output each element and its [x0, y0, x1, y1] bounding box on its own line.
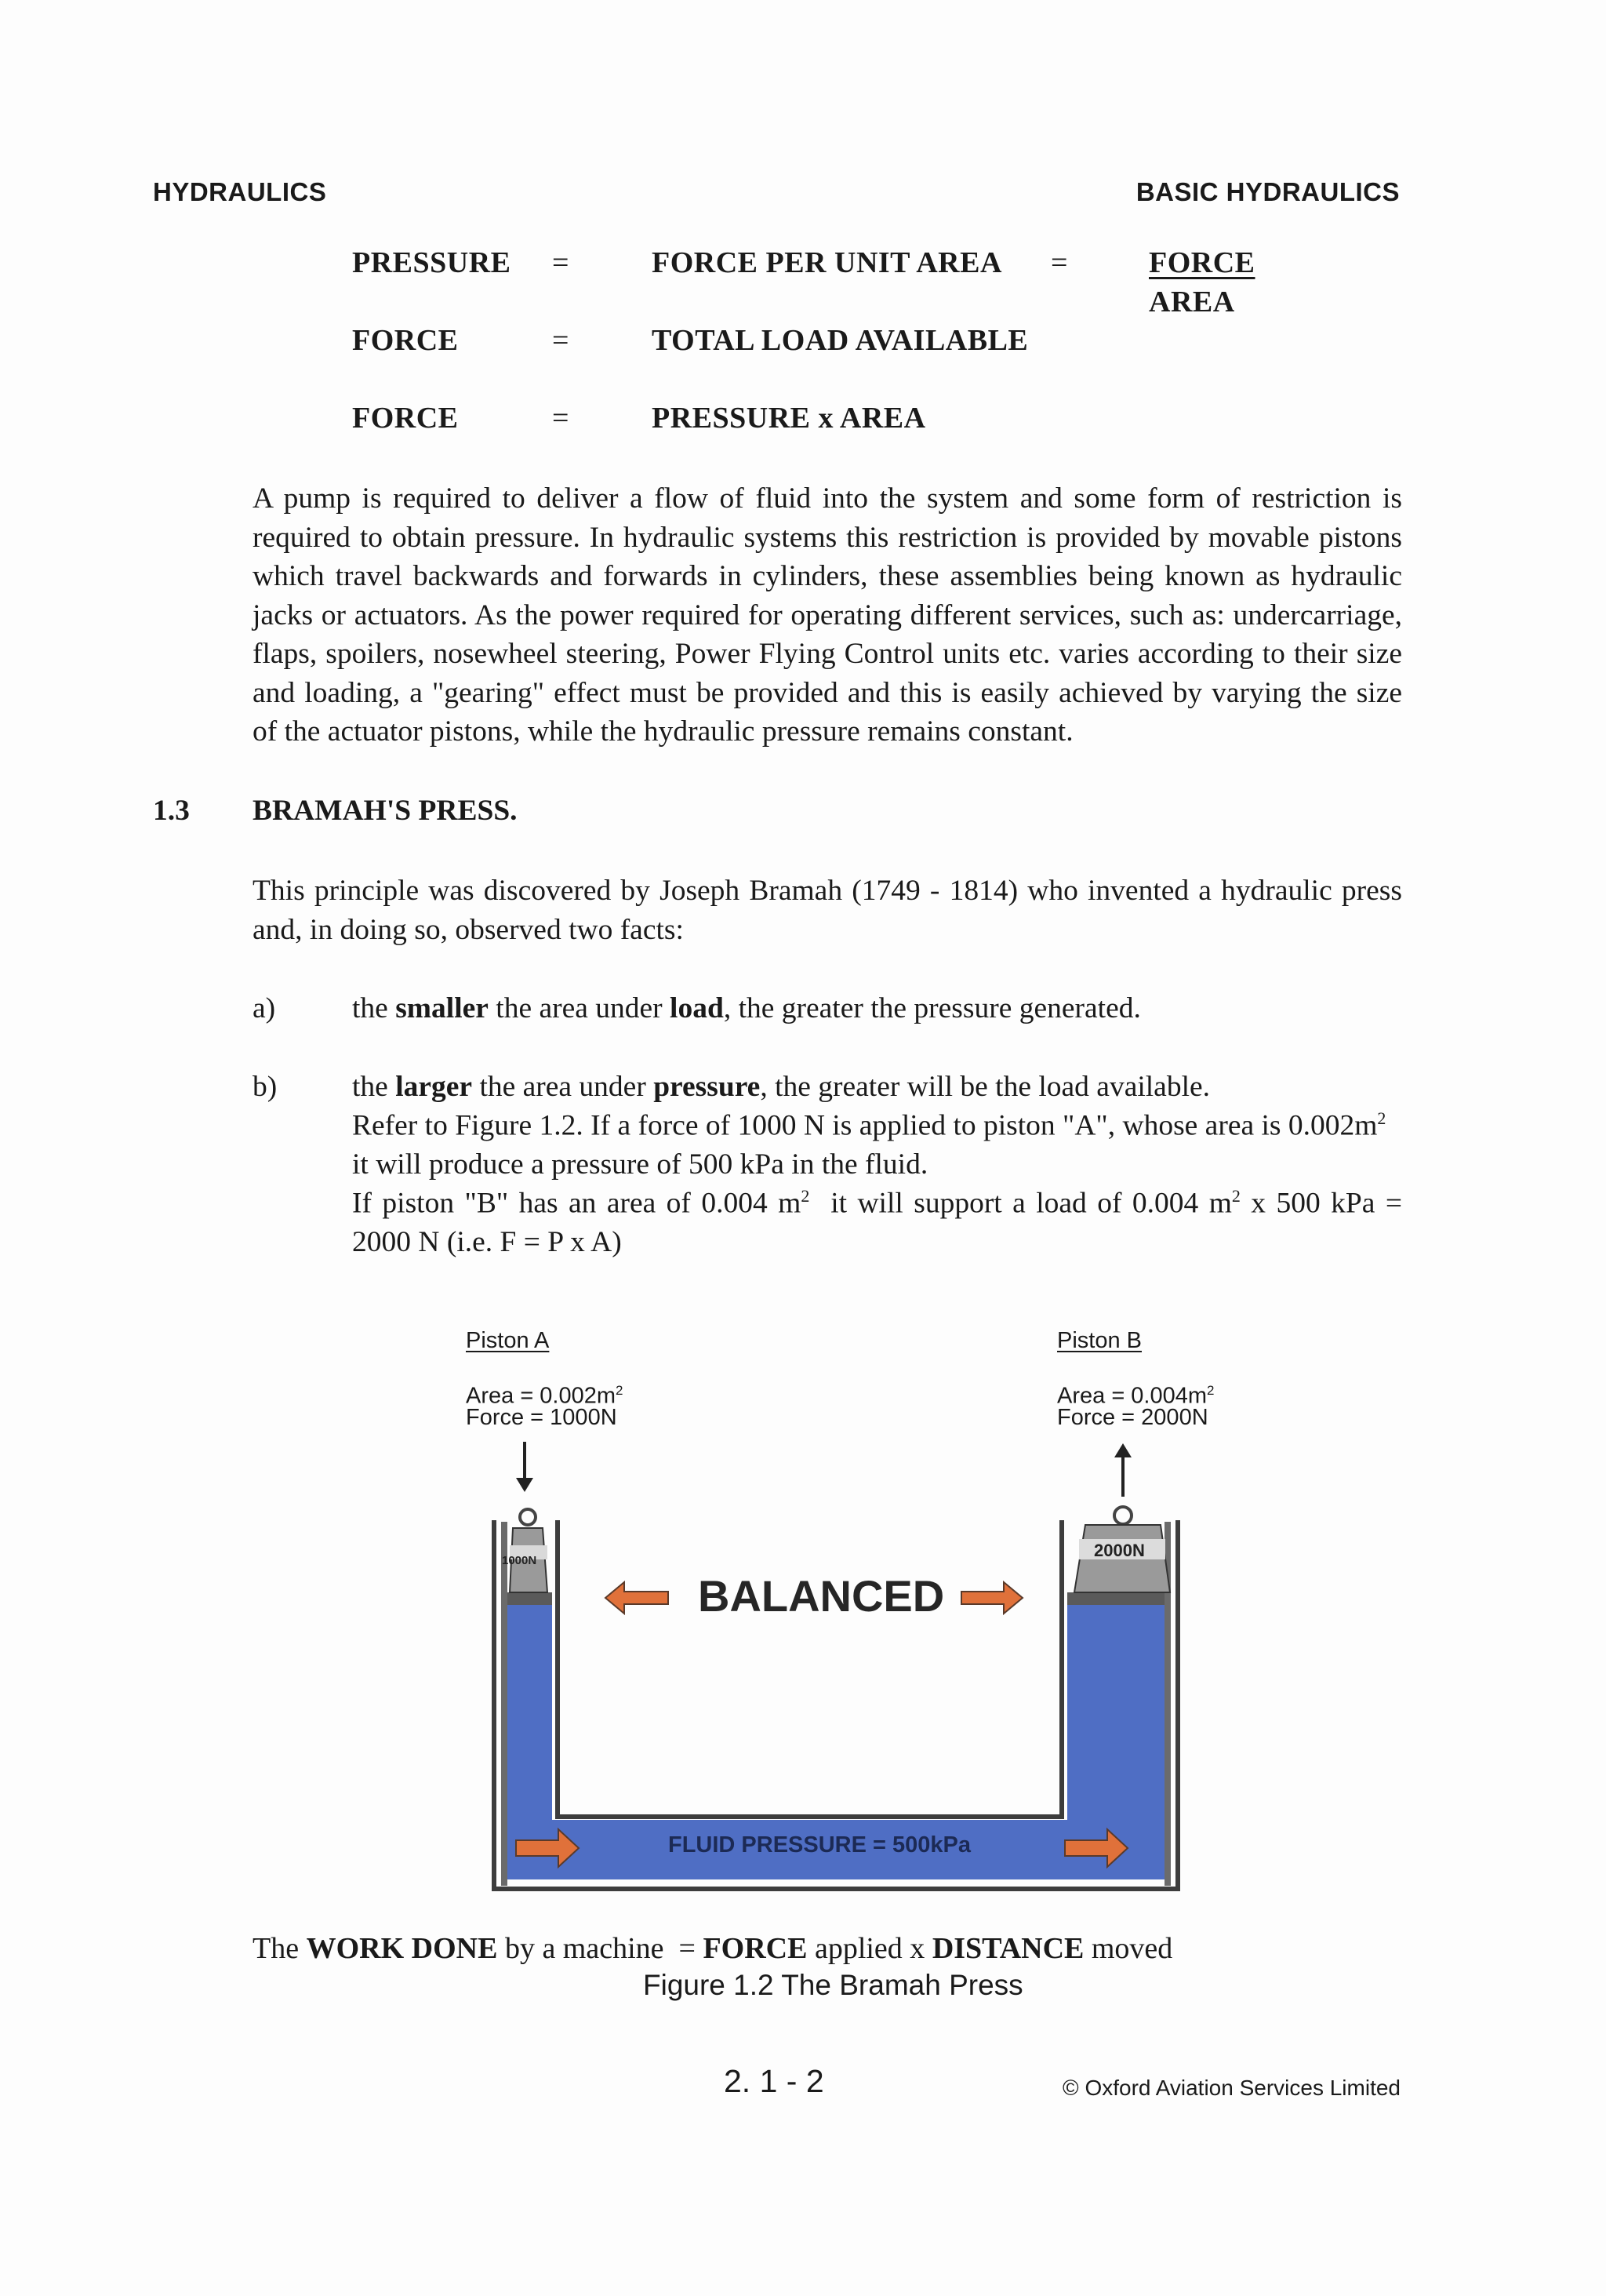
copyright-notice: © Oxford Aviation Services Limited: [1063, 2076, 1401, 2100]
list-item-b-line: If piston "B" has an area of 0.004 $m^2$ it will support a load of 0.004 $m^2$ x 500 kPa =: [352, 1186, 1402, 1220]
paragraph-line: flaps, spoilers, nosewheel steering, Power Flying Control units etc. varies according to their size: [253, 638, 1402, 670]
piston-b-area: Area = $0.004m^2$: [1057, 1383, 1215, 1409]
piston-a-title: Piston A: [466, 1328, 550, 1353]
piston-b-head: [1067, 1592, 1168, 1605]
formula-fraction-numerator: FORCE: [1149, 246, 1255, 279]
paragraph-line: and, in doing so, observed two facts:: [253, 913, 684, 946]
balanced-left-arrow: [605, 1582, 668, 1614]
list-marker: b): [253, 1071, 278, 1103]
header-left: HYDRAULICS: [153, 177, 327, 206]
force-down-arrow: [516, 1442, 533, 1492]
intro-paragraph: [253, 479, 1402, 751]
paragraph-line: and loading, a "gearing" effect must be provided and this is easily achieved by varying the size: [253, 676, 1402, 709]
paragraph-line: of the actuator pistons, while the hydraulic pressure remains constant.: [253, 715, 1074, 748]
list-item-b-line: it will produce a pressure of 500 kPa in the fluid.: [352, 1148, 928, 1181]
list-item-b-line: Refer to Figure 1.2. If a force of 1000 N is applied to piston "A", whose area is $0.002m^2$: [352, 1108, 1386, 1142]
formula-equals: =: [552, 246, 569, 279]
weight-b-label: 2000N: [1094, 1541, 1145, 1560]
weight-a-icon: [510, 1509, 547, 1592]
list-item-a: the smaller the area under load, the greater the pressure generated.: [352, 992, 1141, 1024]
page-number: 2. 1 - 2: [724, 2063, 824, 2099]
paragraph-line: jacks or actuators. As the power required for operating different services, such as: undercarriage,: [253, 599, 1402, 631]
force-up-arrow: [1114, 1443, 1132, 1497]
list-item-b-line: 2000 N (i.e. F = P x A): [352, 1226, 622, 1258]
formula-equals: =: [1051, 246, 1068, 279]
piston-a-head: [503, 1592, 552, 1605]
formula-equals: =: [552, 402, 569, 435]
section-number: 1.3: [153, 795, 190, 827]
piston-a-area: Area = $0.002m^2$: [466, 1383, 623, 1409]
list-item-b-line: the larger the area under pressure, the greater will be the load available.: [352, 1071, 1211, 1103]
formula-fraction-denominator: AREA: [1149, 286, 1235, 318]
formula-equals: =: [552, 324, 569, 357]
piston-b-force: Force = 2000N: [1057, 1405, 1208, 1430]
list-marker: a): [253, 992, 276, 1024]
header-right: BASIC HYDRAULICS: [1135, 177, 1400, 206]
formula-force-equation: PRESSURE x AREA: [652, 402, 926, 435]
balanced-right-arrow: [961, 1582, 1023, 1614]
paragraph-line: A pump is required to deliver a flow of fluid into the system and some form of restriction is: [253, 482, 1402, 515]
figure-caption: Figure 1.2 The Bramah Press: [643, 1969, 1023, 2001]
piston-a-force: Force = 1000N: [466, 1405, 617, 1430]
paragraph-line: required to obtain pressure. In hydraulic systems this restriction is provided by movable pistons: [253, 521, 1402, 554]
weight-a-label: 1000N: [502, 1554, 537, 1567]
paragraph-line: This principle was discovered by Joseph Bramah (1749 - 1814) who invented a hydraulic press: [253, 875, 1402, 907]
formula-force-definition: TOTAL LOAD AVAILABLE: [652, 324, 1029, 357]
formula-force-term: FORCE: [352, 402, 459, 435]
paragraph-line: which travel backwards and forwards in cylinders, these assemblies being known as hydraulic: [253, 560, 1402, 592]
work-done-statement: The WORK DONE by a machine = FORCE applied x DISTANCE moved: [253, 1932, 1173, 1965]
fluid-pressure-label: FLUID PRESSURE = 500kPa: [668, 1832, 972, 1858]
balanced-label: BALANCED: [698, 1571, 945, 1621]
cylinder-inner-wall: [558, 1520, 1062, 1817]
section-title: BRAMAH'S PRESS.: [253, 795, 518, 827]
formula-force-term: FORCE: [352, 324, 459, 357]
piston-b-title: Piston B: [1057, 1328, 1142, 1353]
formula-pressure-definition: FORCE PER UNIT AREA: [652, 246, 1002, 279]
formula-pressure-term: PRESSURE: [352, 246, 511, 279]
principle-paragraph: [253, 871, 1402, 949]
bramah-press-diagram: [471, 1435, 1192, 1898]
